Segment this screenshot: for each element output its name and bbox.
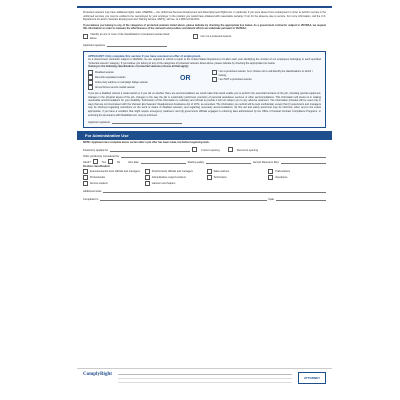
checkbox-icon[interactable] [268,175,273,180]
checkbox-icon[interactable] [192,147,197,152]
option-not-protected[interactable] [193,34,231,39]
checkbox-icon[interactable] [212,70,217,75]
other-position-line[interactable] [121,156,326,158]
checkbox-icon[interactable] [145,175,150,180]
class-label: Administrative support workers [151,176,186,180]
class-label: Executive/senior level officials and managers [90,170,140,174]
option-medal[interactable] [88,85,168,90]
applicant-box-subheader: I belong to the following classifications of protected veterans (choose all that apply): [88,65,189,69]
class-option[interactable] [207,169,265,174]
class-option[interactable] [145,175,203,180]
checkbox-icon[interactable] [212,77,217,82]
class-option[interactable] [268,175,326,180]
applicant-box-header: APPLICANT: Only complete this section if you have received an offer of employment. [88,54,201,59]
applicant-box-text: As a Government contractor subject to VEVRAA, we are required to submit a report to the United States Department of Labor each year identifying the number of our employees belonging to each specified "protected veteran" category. If you believe you belong to any of the categories of protected veterans listed above, please indicate by checking the appropriate box below. [88,58,321,65]
checkbox-icon[interactable] [145,181,150,186]
option-label: I am NOT a protected veteran. [218,77,253,81]
classification-grid [83,169,326,186]
option-choose-not[interactable] [212,70,321,77]
checkbox-icon[interactable] [93,159,98,164]
class-label: Laborers and helpers [151,182,176,186]
hr-rep-line[interactable] [281,162,326,164]
applicant-signature-box[interactable] [88,118,321,124]
checkbox-icon[interactable] [228,147,233,152]
class-label: Operatives [275,176,288,180]
class-label: Service workers [90,182,108,186]
option-identify[interactable] [83,33,173,40]
hired-label: Hired? [83,160,91,164]
top-options [83,33,326,40]
applicant-section-box [83,51,326,128]
option-label: Disabled veteran [95,70,114,74]
checkbox-icon[interactable] [108,159,113,164]
footer [77,368,332,394]
additional-notes-field[interactable] [83,187,326,193]
option-label: Active duty wartime or campaign badge veteran [95,80,148,84]
option-label: I am a protected veteran, but I choose not to self-identify the classifications to which I belong. [218,69,313,77]
checkbox-icon[interactable] [268,169,273,174]
option-label: Armed forces service medal veteran [95,85,136,89]
brand-logo: ComplyRight [83,372,112,377]
additional-notes-label: Additional notes [83,190,102,194]
checkbox-icon[interactable] [83,34,88,39]
completed-label: Completed in [83,198,99,202]
signature-label: Applicant signature [88,121,111,125]
starting-salary-line[interactable] [206,162,251,164]
veteran-self-id-form [77,6,332,394]
option-not-protected-2[interactable] [212,77,321,82]
closing-text: If you are a disabled veteran it would assist us if you tell us whether there are accommodations we could make that would enable you to perform the essential functions of the job, including special equipment, changes in the physical layout of the job, changes in the way the job is customarily performed, provision of personal assistance services or other accommodations. This information will assist us in making reasonable accommodations for your disability. Submission of this information is voluntary and refusal to provide it will not subject you to any adverse treatment. The information provided will be used only in ways that are not inconsistent with the Vietnam Era Veterans' Readjustment Assistance Act of 1974, as amended. The information you submit will be kept confidential, except that (i) supervisors and managers may be informed regarding restrictions on the work or duties of disabled veterans, and regarding necessary accommodations; (ii) first aid and safety personnel may be informed, when and to the extent appropriate, if you have a condition that might require emergency treatment; and (iii) government officials engaged in enforcing laws administered by the Office of Federal Contract Compliance Programs, or enforcing the Americans with Disabilities Act, may be informed. [88,91,321,117]
class-option[interactable] [145,181,203,186]
checkbox-icon[interactable] [145,169,150,174]
applicant-signature-top[interactable] [83,41,326,47]
intro-paragraph: Protected veterans may have additional rights under USERRA — the Uniformed Services Employment and Reemployment Rights Act. In particular, if you were absent from employment in order to perform service in the uniformed services you may be entitled to be reemployed by your employer in the position you would have obtained with reasonable certainty if not for the absence due to service. For more information, call the U.S. Department of Labor's Veterans Employment and Training Service (VETS), toll free, at 1-866-4-USA-DOL. [83,11,326,22]
yes-label: Yes [101,160,106,164]
no-label: No [116,160,121,164]
class-option[interactable] [145,169,203,174]
hr-rep-label: Human Resource Rep. [252,160,280,164]
starting-salary-label: Starting salary [187,160,205,164]
attorney-badge: ATTORNEY [298,372,326,384]
completed-line[interactable] [100,199,266,201]
option-label: Recently separated veteran [95,75,126,79]
or-label: OR [180,75,191,83]
class-label: First/mid level officials and managers [151,170,193,174]
checkbox-icon[interactable] [207,169,212,174]
admin-note: NOTE: Applicant must complete above section after a job offer has been made, but before beginning work. [83,141,210,145]
completed-row [83,195,326,201]
checkbox-icon[interactable] [83,181,88,186]
class-label: Professionals [90,176,106,180]
signature-line[interactable] [112,122,182,124]
class-label: Technicians [213,176,227,180]
top-rule [77,6,332,8]
checkbox-icon[interactable] [207,175,212,180]
current-opening-label: Current opening [201,148,220,152]
checkbox-icon[interactable] [83,175,88,180]
option-not-protected-label: I am not a protected veteran [200,34,232,38]
class-label: Sales workers [213,170,230,174]
class-option[interactable] [83,181,141,186]
hire-date-line[interactable] [141,162,186,164]
position-line[interactable] [110,150,190,152]
class-option[interactable] [268,169,326,174]
recurrent-opening-label: Recurrent opening [236,148,259,152]
footer-rule [118,378,292,379]
classification-label: Position classification: [83,164,111,168]
admin-title: For Administrative Use [85,133,129,139]
additional-notes-line[interactable] [103,191,326,193]
signature-line[interactable] [107,45,167,47]
class-label: Craft workers [275,170,291,174]
signature-label: Applicant signature [83,44,106,48]
date-line[interactable] [276,199,326,201]
class-option[interactable] [83,169,141,174]
footer-rule [118,374,292,375]
class-option[interactable] [207,175,265,180]
position-label: Position(s) applied for [83,148,109,152]
other-position-label: Other position(s) considered for [83,154,120,158]
checkbox-icon[interactable] [88,85,93,90]
identify-paragraph: If you believe you belong to any of the categories of protected veterans listed above, please indicate by checking the appropriate box below. As a government contractor subject to VEVRAA, we request this information in order to measure the effectiveness of the outreach and positive recruitment efforts we undertake pursuant to VEVRAA. [83,23,326,31]
admin-section-header [77,131,332,140]
option-identify-label: I identify as one or more of the classifications of protected veteran listed above [89,32,170,40]
class-option[interactable] [83,175,141,180]
checkbox-icon[interactable] [83,169,88,174]
checkbox-icon[interactable] [193,34,198,39]
date-label: Date [268,198,274,202]
footer-rule [118,382,292,383]
hire-date-label: Hire date [128,160,139,164]
